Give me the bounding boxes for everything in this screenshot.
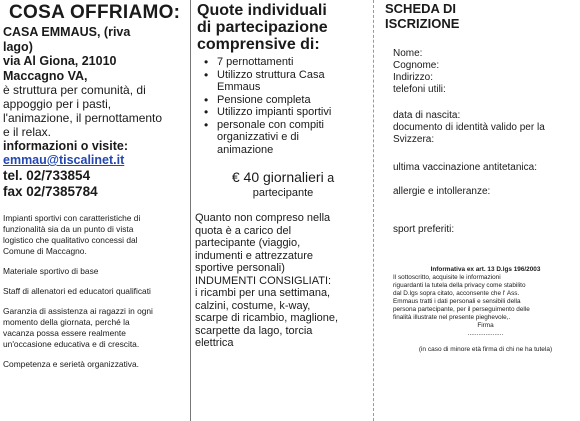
vaccine-field[interactable]: ultima vaccinazione antitetanica: bbox=[393, 162, 537, 173]
address-line-2: lago) bbox=[3, 39, 33, 54]
price-amount: € 40 giornalieri bbox=[231, 169, 324, 185]
sport-text-line: Comune di Maccagno. bbox=[3, 246, 87, 256]
clothing-list: i ricambi per una settimana, calzini, costume, k-way, scarpe di ricambio, maglione, scarpette da lago, torcia elettrica bbox=[195, 287, 339, 349]
included-item: • personale con compiti organizzativi e di animazione bbox=[195, 119, 371, 157]
material-text: Materiale sportivo di base bbox=[3, 266, 99, 276]
sport-text-line: logistico che qualitativo concessi dal bbox=[3, 235, 138, 245]
guarantee-line: momento della giornata, perché la bbox=[3, 317, 130, 327]
description-line: è struttura per comunità, di bbox=[3, 83, 146, 97]
privacy-title: Informativa ex art. 13 D.lgs 196/2003 bbox=[430, 266, 541, 273]
description-line: appoggio per i pasti, bbox=[3, 97, 112, 111]
info-label: informazioni o visite: bbox=[3, 139, 129, 153]
birth-field[interactable]: data di nascita: bbox=[393, 110, 461, 121]
privacy-notice: Informativa ex art. 13 D.lgs 196/2003 Il sottoscritto, acquisite le informazioni riguardanti la tutela della privacy come stabilito dal D.lgs sopra citato, acconsente che l' Ass. Emmaus tratti i dati personali e sensibili della persona partecipante, per il perseguimento delle finalità illustrate nel presente pieghevole,. Firma .................... bbox=[393, 266, 578, 338]
pricing-title-line: di partecipazione bbox=[197, 19, 328, 36]
not-included-text: Quanto non compreso nella quota è a carico del partecipante (viaggio, indumenti e attrezzature sportive personali) bbox=[195, 212, 331, 274]
pricing-title-line: Quote individuali bbox=[197, 2, 327, 19]
form-title-line: ISCRIZIONE bbox=[385, 15, 460, 31]
column-registration bbox=[373, 0, 580, 421]
staff-text: Staff di allenatori ed educatori qualificati bbox=[3, 286, 151, 296]
included-list bbox=[195, 56, 371, 156]
phones-field[interactable]: telefoni utili: bbox=[393, 84, 446, 95]
address-line-4: Maccagno VA, bbox=[3, 68, 88, 83]
included-item: • Utilizzo struttura Casa Emmaus bbox=[195, 69, 371, 94]
offer-title: COSA OFFRIAMO: bbox=[9, 2, 181, 23]
sport-text-line: funzionalità sia da un punto di vista bbox=[3, 224, 134, 234]
document-field-cont: Svizzera: bbox=[393, 134, 435, 145]
signature-line[interactable]: .................... bbox=[467, 330, 504, 337]
document-field[interactable]: documento di identità valido per la bbox=[393, 122, 545, 133]
email-link[interactable]: emmau@tiscalinet.it bbox=[3, 153, 125, 167]
included-item: • Pensione completa bbox=[195, 94, 371, 107]
included-item: • Utilizzo impianti sportivi bbox=[195, 106, 371, 119]
sport-text-line: Impianti sportivi con caratteristiche di bbox=[3, 213, 141, 223]
pricing-title-line: comprensive di: bbox=[197, 36, 320, 53]
address-field[interactable]: Indirizzo: bbox=[393, 72, 434, 83]
address-line-1: CASA EMMAUS, (riva bbox=[3, 25, 131, 39]
sports-field[interactable]: sport preferiti: bbox=[393, 224, 455, 235]
clothing-title: INDUMENTI CONSIGLIATI: bbox=[195, 274, 332, 287]
column-offer bbox=[0, 0, 191, 421]
form-title-line: SCHEDA DI bbox=[385, 1, 457, 16]
guarantee-line: un'occasione educativa e di crescita. bbox=[3, 339, 140, 349]
fax-number: fax 02/7385784 bbox=[3, 184, 98, 199]
guarantee-line: Garanzia di assistenza ai ragazzi in ogni bbox=[3, 306, 153, 316]
address-line-3: via Al Giona, 21010 bbox=[3, 54, 117, 68]
price-a: a bbox=[327, 171, 335, 185]
signature-label: Firma bbox=[477, 322, 494, 329]
allergies-field[interactable]: allergie e intolleranze: bbox=[393, 186, 491, 197]
guarantee-line: vacanza possa essere realmente bbox=[3, 328, 126, 338]
description-line: e il relax. bbox=[3, 125, 52, 139]
column-pricing bbox=[191, 0, 373, 421]
name-field[interactable]: Nome: bbox=[393, 48, 423, 59]
surname-field[interactable]: Cognome: bbox=[393, 60, 440, 71]
registration-form bbox=[393, 31, 578, 236]
description-line: l'animazione, il pernottamento bbox=[3, 111, 163, 125]
minor-note: (in caso di minore età firma di chi ne ha tutela) bbox=[418, 346, 553, 353]
included-item: • 7 pernottamenti bbox=[195, 56, 371, 69]
price-per: partecipante bbox=[252, 187, 314, 199]
competence-text: Competenza e serietà organizzativa. bbox=[3, 359, 139, 369]
phone-number: tel. 02/733854 bbox=[3, 168, 91, 183]
price-box bbox=[195, 170, 371, 200]
